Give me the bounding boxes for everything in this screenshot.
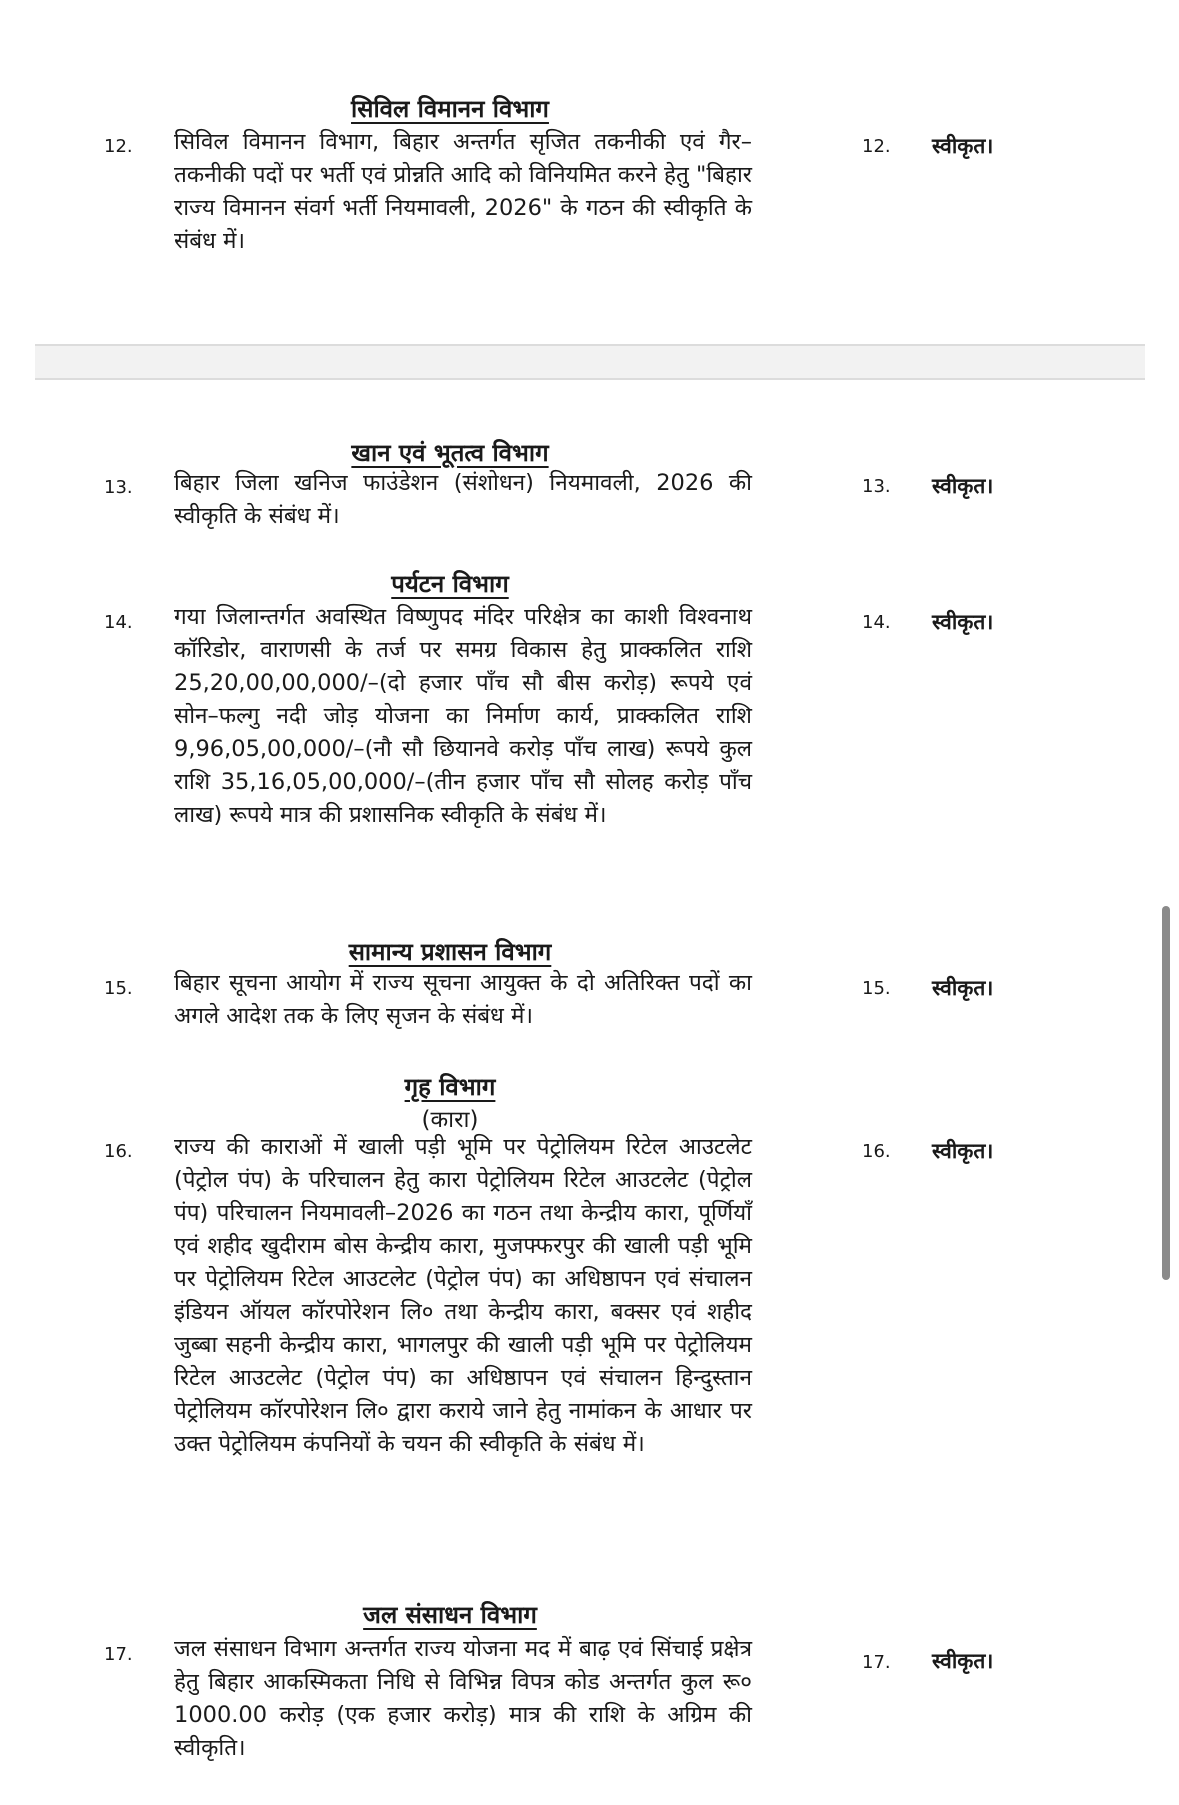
status-approved: स्वीकृत।	[932, 976, 994, 1000]
result-number: 13.	[862, 476, 891, 497]
result-number: 16.	[862, 1141, 891, 1162]
item-text: सिविल विमानन विभाग, बिहार अन्तर्गत सृजित तकनीकी एवं गैर–तकनीकी पदों पर भर्ती एवं प्रोन्नति आदि को विनियमित करने हेतु "बिहार राज्य विमानन संवर्ग भर्ती नियमावली, 2026" के गठन की स्वीकृति के संबंध में।	[174, 129, 752, 254]
result-number: 17.	[862, 1652, 891, 1673]
result-number: 15.	[862, 978, 891, 999]
status-approved: स्वीकृत।	[932, 474, 994, 498]
result-number: 14.	[862, 612, 891, 633]
status-approved: स्वीकृत।	[932, 610, 994, 634]
item-text: बिहार जिला खनिज फाउंडेशन (संशोधन) नियमावली, 2026 की स्वीकृति के संबंध में।	[174, 470, 752, 529]
item-text: गया जिलान्तर्गत अवस्थित विष्णुपद मंदिर परिक्षेत्र का काशी विश्वनाथ कॉरिडोर, वाराणसी के तर्ज पर समग्र विकास हेतु प्राक्कलित राशि 25,20,00,00,000/–(दो हजार पाँच सौ बीस करोड़) रूपये एवं सोन–फल्गु नदी जोड़ योजना का निर्माण कार्य, प्राक्कलित राशि 9,96,05,00,000/–(नौ सौ छियानवे करोड़ पाँच लाख) रूपये कुल राशि 35,16,05,00,000/–(तीन हजार पाँच सौ सोलह करोड़ पाँच लाख) रूपये मात्र की प्रशासनिक स्वीकृति के संबंध में।	[174, 604, 752, 828]
item-number: 12.	[104, 136, 133, 157]
page-divider	[35, 344, 1145, 380]
section-heading-mines-geology: खान एवं भूतत्व विभाग	[351, 439, 549, 467]
section-heading-water-resources: जल संसाधन विभाग	[363, 1601, 537, 1629]
status-approved: स्वीकृत।	[932, 1139, 994, 1163]
vertical-scrollbar[interactable]	[1162, 906, 1170, 1280]
item-number: 15.	[104, 978, 133, 999]
section-heading-general-administration: सामान्य प्रशासन विभाग	[348, 938, 552, 966]
item-text: राज्य की काराओं में खाली पड़ी भूमि पर पेट्रोलियम रिटेल आउटलेट (पेट्रोल पंप) के परिचालन हेतु कारा पेट्रोलियम रिटेल आउटलेट (पेट्रोल पंप) परिचालन नियमावली–2026 का गठन तथा केन्द्रीय कारा, पूर्णियाँ एवं शहीद खुदीराम बोस केन्द्रीय कारा, मुजफ्फरपुर की खाली पड़ी भूमि पर पेट्रोलियम रिटेल आउटलेट (पेट्रोल पंप) का अधिष्ठापन एवं संचालन इंडियन ऑयल कॉरपोरेशन लि० तथा केन्द्रीय कारा, बक्सर एवं शहीद जुब्बा सहनी केन्द्रीय कारा, भागलपुर की खाली पड़ी भूमि पर पेट्रोलियम रिटेल आउटलेट (पेट्रोल पंप) का अधिष्ठापन एवं संचालन हिन्दुस्तान पेट्रोलियम कॉरपोरेशन लि० द्वारा कराये जाने हेतु नामांकन के आधार पर उक्त पेट्रोलियम कंपनियों के चयन की स्वीकृति के संबंध में।	[174, 1134, 752, 1457]
item-number: 14.	[104, 612, 133, 633]
section-heading-home: गृह विभाग	[404, 1073, 496, 1101]
section-heading-civil-aviation: सिविल विमानन विभाग	[351, 95, 549, 123]
status-approved: स्वीकृत।	[932, 134, 994, 158]
status-approved: स्वीकृत।	[932, 1649, 994, 1673]
section-heading-tourism: पर्यटन विभाग	[391, 570, 509, 598]
result-number: 12.	[862, 136, 891, 157]
section-subheading-prison: (कारा)	[421, 1107, 479, 1133]
item-number: 16.	[104, 1141, 133, 1162]
item-number: 13.	[104, 477, 133, 498]
item-text: जल संसाधन विभाग अन्तर्गत राज्य योजना मद में बाढ़ एवं सिंचाई प्रक्षेत्र हेतु बिहार आकस्मिकता निधि से विभिन्न विपत्र कोड अन्तर्गत कुल रू० 1000.00 करोड़ (एक हजार करोड़) मात्र की राशि के अग्रिम की स्वीकृति।	[174, 1636, 752, 1761]
item-text: बिहार सूचना आयोग में राज्य सूचना आयुक्त के दो अतिरिक्त पदों का अगले आदेश तक के लिए सृजन के संबंध में।	[174, 970, 752, 1029]
item-number: 17.	[104, 1644, 133, 1665]
